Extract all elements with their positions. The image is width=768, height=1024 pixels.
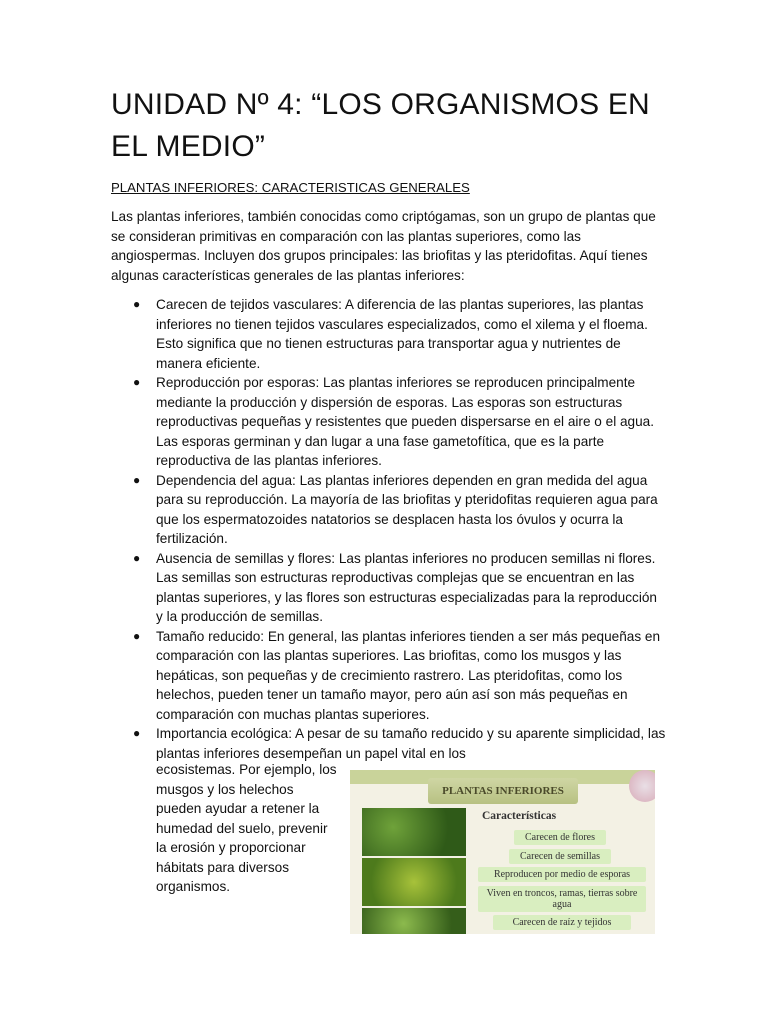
list-item [111,724,671,763]
figure-item: Carecen de raíz y tejidos [493,915,631,930]
bullet-icon: ● [133,726,141,740]
list-item-text: Tamaño reducido: En general, las plantas inferiores tienden a ser más pequeñas en comparación con las plantas superiores. Las briofitas, como los musgos y las hepáticas, son pequeñas y de crecimiento rastrero. Las pteridofitas, como los helechos, pueden tener un tamaño mayor, pero aún así son más pequeñas en comparación con muchas plantas superiores. [156,628,661,722]
list-item-text: Dependencia del agua: Las plantas inferiores dependen en gran medida del agua para su reproducción. La mayoría de las briofitas y pteridofitas requieren agua para que los espermatozoides natatorios se desplacen hasta los óvulos y ocurra la fertilización. [156,472,658,546]
list-item-text: Reproducción por esporas: Las plantas inferiores se reproducen principalmente mediante la producción y dispersión de esporas. Las esporas son estructuras reproductivas pequeñas y resistentes que pueden dispersarse en el aire o el agua. Las esporas germinan y dan lugar a una fase gametofítica, que es la parte reproductiva de las plantas inferiores. [156,375,655,468]
figure-item: Carecen de flores [514,830,606,845]
figure-item: Carecen de semillas [509,849,611,864]
plantas-inferiores-infographic [350,770,655,934]
figure-item: Viven en troncos, ramas, tierras sobre agua [478,886,646,912]
list-item [111,295,671,373]
list-item-continuation: ecosistemas. Por ejemplo, los musgos y los helechos pueden ayudar a retener la humedad del suelo, prevenir la erosión y proporcionar hábitats para diversos organismos. [156,762,337,894]
school-logo-icon [629,770,655,802]
list-item-text: Importancia ecológica: A pesar de su tamaño reducido y su aparente simplicidad, las plantas inferiores desempeñan un papel vital en los [156,726,666,761]
list-item-text: Carecen de tejidos vasculares: A diferencia de las plantas superiores, las plantas inferiores no tienen tejidos vasculares especializados, como el xilema y el floema. Esto significa que no tienen estructuras para transportar agua y nutrientes de manera eficiente. [156,297,648,371]
moss-photo [362,858,466,906]
figure-title: PLANTAS INFERIORES [428,778,578,804]
fern-photo [362,908,466,934]
bullet-icon: ● [133,550,141,565]
intro-paragraph: Las plantas inferiores, también conocidas como criptógamas, son un grupo de plantas que se consideran primitivas en comparación con las plantas superiores, como las angiospermas. Incluyen dos grupos principales: las briofitas y las pteridofitas. Aquí tienes algunas características generales de las plantas inferiores: [111,209,656,283]
list-item [111,549,671,627]
list-item [111,627,671,725]
section-subtitle: PLANTAS INFERIORES: CARACTERISTICAS GENERALES [111,180,470,195]
page-title: UNIDAD Nº 4: “LOS ORGANISMOS EN EL MEDIO” [111,88,650,163]
bullet-icon: ● [133,375,141,389]
characteristics-list [111,295,671,763]
list-item [111,471,671,549]
figure-item: Reproducen por medio de esporas [478,867,646,882]
figure-heading: Características [482,810,557,822]
list-item [111,373,671,471]
bullet-icon: ● [133,628,141,643]
bullet-icon: ● [133,472,141,487]
moss-photo [362,808,466,856]
bullet-icon: ● [133,297,141,311]
list-item-text: Ausencia de semillas y flores: Las plantas inferiores no producen semillas ni flores. Las semillas son estructuras reproductivas complejas que se encuentran en las plantas superiores, y las flores son estructuras especializadas para la reproducción y la producción de semillas. [156,550,657,624]
